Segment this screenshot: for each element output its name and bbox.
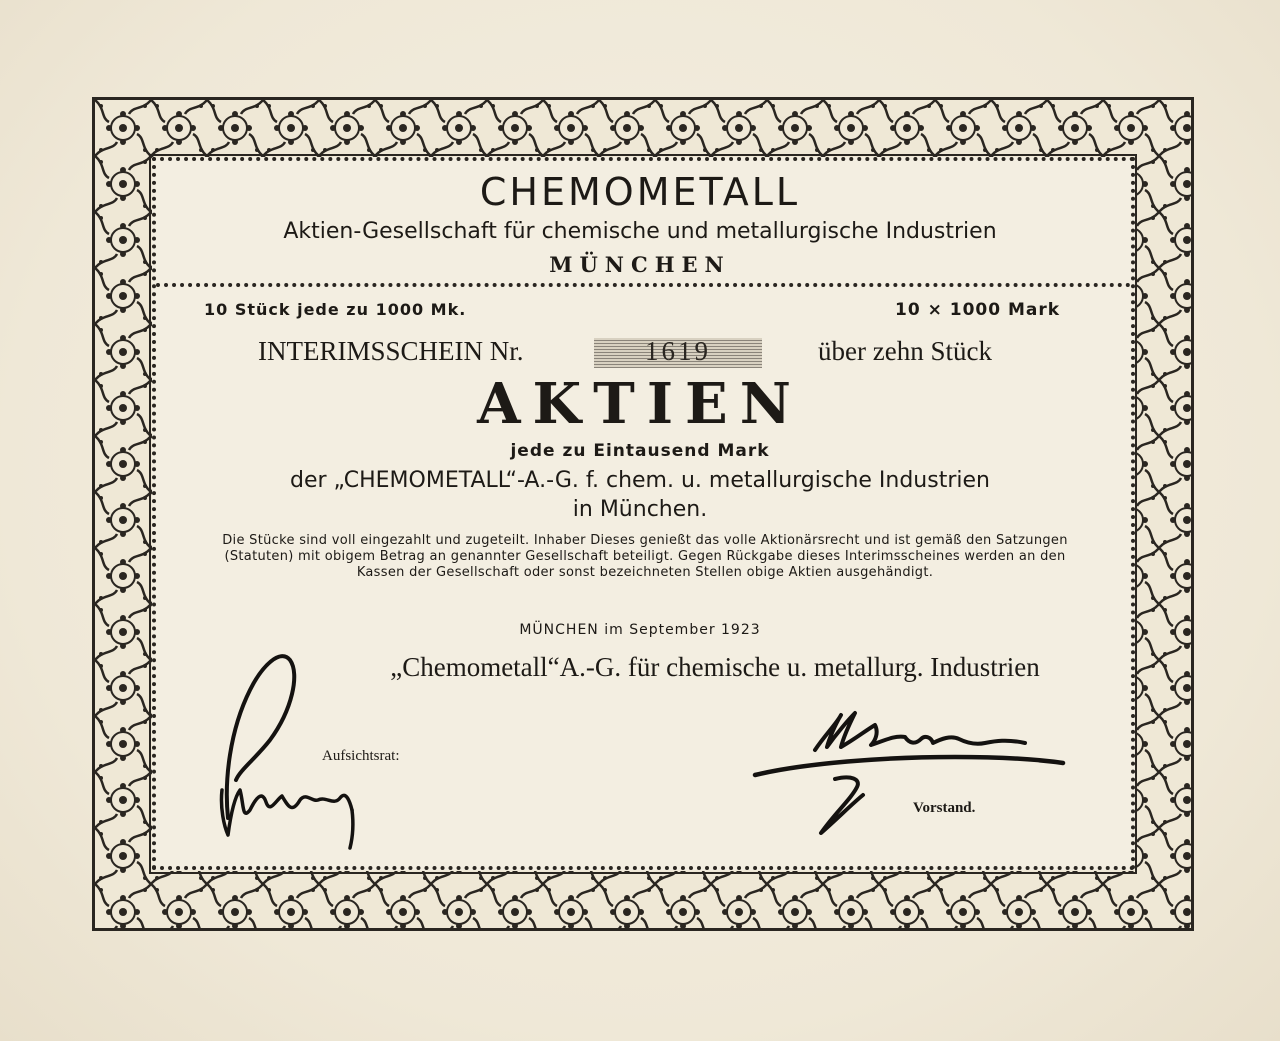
interim-certificate-label: INTERIMSSCHEIN Nr. [258, 336, 524, 366]
company-city: MÜNCHEN [549, 252, 731, 277]
supervisory-board-label: Aufsichtsrat: [322, 748, 400, 764]
share-value: jede zu Eintausend Mark [510, 441, 770, 461]
date-line: MÜNCHEN im September 1923 [519, 622, 761, 638]
quantity-text: über zehn Stück [818, 336, 992, 366]
board-label: Vorstand. [913, 800, 976, 816]
issuer-line: der „CHEMOMETALL“-A.-G. f. chem. u. metallurgische Industrien [290, 468, 990, 493]
denomination-right: 10 × 1000 Mark [895, 300, 1061, 320]
company-title: CHEMOMETALL [479, 170, 801, 214]
certificate-number: 1619 [645, 336, 711, 366]
header-divider [156, 283, 1131, 287]
supervisory-board-signature [200, 630, 370, 860]
issuer-city: in München. [572, 497, 708, 522]
board-signature [745, 695, 1075, 845]
company-signature-line: „Chemometall“A.-G. für chemische u. metallurg. Industrien [390, 652, 1040, 682]
company-subtitle: Aktien-Gesellschaft für chemische und metallurgische Industrien [283, 219, 997, 244]
denomination-left: 10 Stück jede zu 1000 Mk. [204, 300, 467, 319]
terms-paragraph: Die Stücke sind voll eingezahlt und zugeteilt. Inhaber Dieses genießt das volle Aktionärsrecht und ist gemäß den Satzungen (Statuten) mit obigem Betrag an genannter Gesellschaft beteiligt. Gegen Rückgabe dieses Interimsscheines werden an den Kassen der Gesellschaft oder sonst bezeichneten Stellen obige Aktien ausgehändigt. [222, 533, 1068, 580]
shares-heading: AKTIEN [477, 371, 803, 437]
